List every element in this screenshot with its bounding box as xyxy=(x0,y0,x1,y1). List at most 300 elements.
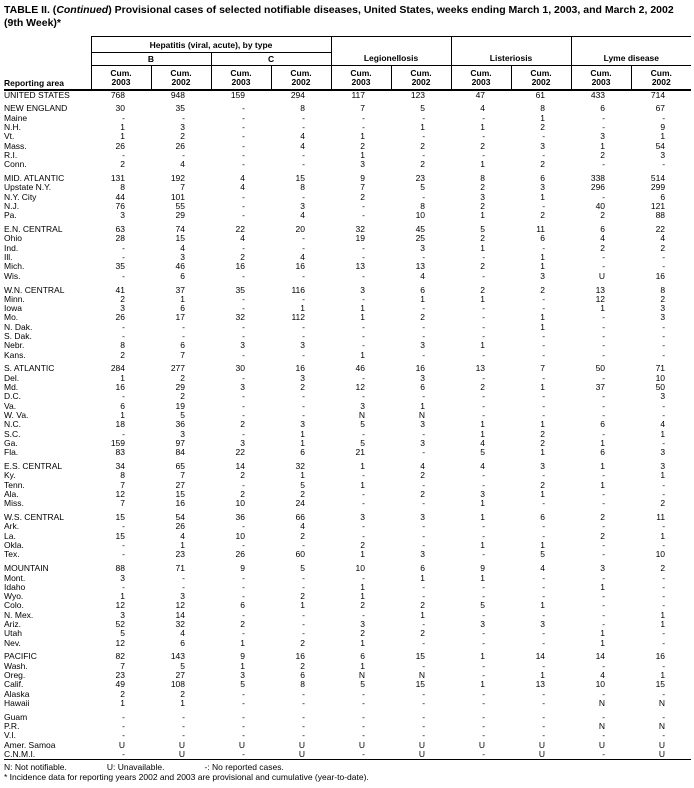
value-cell: 46 xyxy=(355,363,366,374)
table-row xyxy=(4,439,691,448)
value-cell: 1 xyxy=(180,540,185,551)
reporting-area-cell: Ala. xyxy=(4,488,19,499)
value-cell: 277 xyxy=(170,363,185,374)
reporting-area-cell: Hawaii xyxy=(4,697,30,708)
value-cell: 7 xyxy=(120,479,125,490)
table-row xyxy=(4,364,691,373)
value-cell: 2 xyxy=(480,382,486,393)
value-cell: 299 xyxy=(650,182,666,193)
value-cell: 36 xyxy=(235,512,245,523)
col-header-hepb-cum-2002: Cum. 2002 xyxy=(151,66,211,90)
value-cell: 1 xyxy=(540,488,546,499)
value-cell: 1 xyxy=(480,242,486,253)
col-header-listeriosis-cum-2003: Cum. 2003 xyxy=(451,66,511,90)
reporting-area-cell: Ariz. xyxy=(4,618,21,629)
value-cell: 8 xyxy=(480,173,486,184)
value-cell: - xyxy=(482,711,486,722)
col-header-lyme-cum-2002: Cum. 2002 xyxy=(631,66,691,90)
footnote-not-notifiable: N: Not notifiable. xyxy=(4,762,67,773)
value-cell: 26 xyxy=(235,549,245,560)
table-row xyxy=(4,272,691,281)
value-cell: 1 xyxy=(480,210,486,221)
value-cell: - xyxy=(362,521,366,532)
value-cell: 2 xyxy=(480,284,486,295)
value-cell: 15 xyxy=(175,233,185,244)
value-cell: 6 xyxy=(180,303,185,314)
value-cell: 26 xyxy=(175,521,185,532)
value-cell: 1 xyxy=(540,600,546,611)
value-cell: - xyxy=(422,697,426,708)
value-cell: - xyxy=(122,549,125,560)
value-cell: - xyxy=(422,711,426,722)
value-cell: - xyxy=(242,372,245,383)
value-cell: - xyxy=(422,637,426,648)
value-cell: 2 xyxy=(480,233,486,244)
value-cell: - xyxy=(542,628,546,639)
value-cell: - xyxy=(302,121,306,132)
value-cell: - xyxy=(542,149,546,160)
value-cell: 3 xyxy=(420,419,426,430)
value-cell: 4 xyxy=(180,159,185,170)
value-cell: 1 xyxy=(480,498,486,509)
value-cell: 948 xyxy=(170,89,185,100)
value-cell: 1 xyxy=(360,660,366,671)
reporting-area-cell: Mass. xyxy=(4,140,27,151)
value-cell: 11 xyxy=(536,224,546,235)
reporting-area-cell: Iowa xyxy=(4,303,22,314)
value-cell: - xyxy=(122,149,125,160)
value-cell: 3 xyxy=(180,252,185,263)
value-cell: 2 xyxy=(420,312,426,323)
table-title-line1 xyxy=(4,4,691,17)
value-cell: 15 xyxy=(295,173,306,184)
value-cell: U xyxy=(598,739,606,750)
value-cell: 3 xyxy=(540,270,546,281)
value-cell: - xyxy=(362,428,366,439)
value-cell: 5 xyxy=(480,224,486,235)
value-cell: 117 xyxy=(351,89,366,100)
reporting-area-cell: Okla. xyxy=(4,540,24,551)
value-cell: - xyxy=(662,331,666,341)
value-cell: 54 xyxy=(655,140,666,151)
value-cell: - xyxy=(482,131,486,142)
value-cell: - xyxy=(182,711,185,722)
value-cell: U xyxy=(658,739,666,750)
value-cell: 1 xyxy=(600,637,606,648)
value-cell: 50 xyxy=(655,382,666,393)
value-cell: 15 xyxy=(115,512,125,523)
value-cell: 12 xyxy=(115,637,125,648)
value-cell: 5 xyxy=(300,479,306,490)
reporting-area-cell: Ga. xyxy=(4,437,18,448)
value-cell: 46 xyxy=(175,261,185,272)
value-cell: 15 xyxy=(415,651,426,662)
table-row xyxy=(4,244,691,253)
table-row xyxy=(4,532,691,541)
value-cell: 2 xyxy=(240,470,245,481)
reporting-area-cell: La. xyxy=(4,530,16,541)
reporting-area-cell: N. Mex. xyxy=(4,609,34,620)
value-cell: - xyxy=(242,242,245,253)
value-cell: 1 xyxy=(540,382,546,393)
value-cell: - xyxy=(302,191,306,202)
value-cell: 1 xyxy=(600,479,606,490)
value-cell: - xyxy=(542,372,546,383)
value-cell: - xyxy=(362,372,366,383)
value-cell: 2 xyxy=(600,210,606,221)
value-cell: - xyxy=(602,711,606,722)
value-cell: 10 xyxy=(655,372,666,383)
value-cell: 26 xyxy=(115,312,125,323)
value-cell: 45 xyxy=(415,224,426,235)
table-row xyxy=(4,420,691,429)
value-cell: 1 xyxy=(480,540,486,551)
value-cell: - xyxy=(542,340,546,351)
value-cell: 1 xyxy=(120,121,125,132)
value-cell: 13 xyxy=(475,363,486,374)
value-cell: 2 xyxy=(540,428,546,439)
reporting-area-cell: Guam xyxy=(4,711,28,722)
reporting-area-cell: N.Y. City xyxy=(4,191,37,202)
value-cell: - xyxy=(362,252,366,263)
table-row xyxy=(4,225,691,234)
value-cell: N xyxy=(418,670,426,681)
value-cell: 1 xyxy=(480,293,486,304)
value-cell: 4 xyxy=(480,437,486,448)
value-cell: 29 xyxy=(175,382,185,393)
value-cell: 131 xyxy=(110,173,125,184)
value-cell: - xyxy=(242,609,245,620)
value-cell: - xyxy=(242,688,245,699)
value-cell: 2 xyxy=(600,530,606,541)
value-cell: - xyxy=(422,252,426,263)
value-cell: 5 xyxy=(180,660,185,671)
value-cell: - xyxy=(542,498,546,509)
value-cell: 47 xyxy=(475,89,486,100)
value-cell: - xyxy=(542,349,546,360)
value-cell: 3 xyxy=(600,563,606,574)
value-cell: - xyxy=(302,540,306,551)
value-cell: 2 xyxy=(420,159,426,170)
value-cell: 5 xyxy=(480,447,486,458)
value-cell: - xyxy=(302,618,306,629)
table-row xyxy=(4,313,691,322)
value-cell: 16 xyxy=(295,261,306,272)
value-cell: - xyxy=(542,521,546,532)
value-cell: 4 xyxy=(240,173,245,184)
value-cell: - xyxy=(302,721,306,732)
value-cell: 97 xyxy=(175,437,185,448)
value-cell: - xyxy=(242,303,245,314)
value-cell: 514 xyxy=(650,173,666,184)
value-cell: - xyxy=(242,428,245,439)
value-cell: 2 xyxy=(360,540,366,551)
value-cell: - xyxy=(362,293,366,304)
value-cell: - xyxy=(242,581,245,592)
value-cell: 84 xyxy=(175,447,185,458)
value-cell: 2 xyxy=(540,284,546,295)
value-cell: 1 xyxy=(120,409,125,420)
value-cell: - xyxy=(542,331,546,341)
value-cell: 338 xyxy=(590,173,606,184)
value-cell: 10 xyxy=(235,498,245,509)
value-cell: - xyxy=(242,149,245,160)
value-cell: - xyxy=(362,470,366,481)
table-row xyxy=(4,132,691,141)
value-cell: 2 xyxy=(300,591,306,602)
reporting-area-cell: Md. xyxy=(4,382,19,393)
value-cell: 1 xyxy=(540,312,546,323)
value-cell: 3 xyxy=(480,618,486,629)
value-cell: 26 xyxy=(115,140,125,151)
value-cell: 6 xyxy=(420,563,426,574)
table-row xyxy=(4,123,691,132)
value-cell: - xyxy=(302,572,306,583)
value-cell: - xyxy=(302,321,306,332)
value-cell: 4 xyxy=(240,182,245,193)
table-row xyxy=(4,151,691,160)
value-cell: - xyxy=(242,521,245,532)
value-cell: - xyxy=(602,540,606,551)
value-cell: U xyxy=(358,739,366,750)
value-cell: 8 xyxy=(300,103,306,114)
reporting-area-cell: Va. xyxy=(4,400,17,411)
value-cell: - xyxy=(422,191,426,202)
value-cell: 49 xyxy=(115,679,125,690)
value-cell: 19 xyxy=(355,233,366,244)
value-cell: - xyxy=(662,112,666,123)
value-cell: 1 xyxy=(600,303,606,314)
value-cell: - xyxy=(482,730,486,741)
col-header-hepc-cum-2002: Cum. 2002 xyxy=(271,66,331,90)
value-cell: - xyxy=(302,409,306,420)
value-cell: 1 xyxy=(420,572,426,583)
value-cell: - xyxy=(91,750,151,760)
value-cell: U xyxy=(391,750,451,760)
value-cell: - xyxy=(482,372,486,383)
value-cell: 8 xyxy=(300,182,306,193)
value-cell: - xyxy=(422,581,426,592)
value-cell: - xyxy=(422,530,426,541)
value-cell: 44 xyxy=(115,191,125,202)
table-row xyxy=(4,662,691,671)
table-row xyxy=(4,323,691,332)
table-row xyxy=(4,713,691,722)
reporting-area-cell: Idaho xyxy=(4,581,26,592)
value-cell: 26 xyxy=(175,140,185,151)
value-cell: - xyxy=(422,349,426,360)
value-cell: - xyxy=(542,530,546,541)
table-header xyxy=(4,37,691,90)
table-row xyxy=(4,541,691,550)
value-cell: 1 xyxy=(540,447,546,458)
value-cell: 8 xyxy=(120,340,125,351)
value-cell: 6 xyxy=(360,651,366,662)
value-cell: 1 xyxy=(360,312,366,323)
reporting-area-cell: S.C. xyxy=(4,428,21,439)
reporting-area-cell: Ind. xyxy=(4,242,19,253)
value-cell: - xyxy=(362,498,366,509)
value-cell: - xyxy=(482,312,486,323)
table-row xyxy=(4,639,691,648)
value-cell: 88 xyxy=(115,563,125,574)
reporting-area-cell: Upstate N.Y. xyxy=(4,182,52,193)
value-cell: - xyxy=(242,721,245,732)
value-cell: 36 xyxy=(175,419,185,430)
table-row xyxy=(4,699,691,708)
value-cell: 5 xyxy=(420,103,426,114)
value-cell: 123 xyxy=(410,89,426,100)
value-cell: 2 xyxy=(480,200,486,211)
value-cell: - xyxy=(482,609,486,620)
value-cell: 1 xyxy=(360,549,366,560)
value-cell: - xyxy=(662,600,666,611)
value-cell: 1 xyxy=(240,660,245,671)
value-cell: 22 xyxy=(235,447,245,458)
reporting-area-cell: Miss. xyxy=(4,498,24,509)
table-row xyxy=(4,351,691,360)
value-cell: 1 xyxy=(360,303,366,314)
value-cell: - xyxy=(542,688,546,699)
value-cell: - xyxy=(542,711,546,722)
value-cell: 16 xyxy=(235,261,245,272)
value-cell: 6 xyxy=(540,173,546,184)
value-cell: - xyxy=(602,159,606,170)
value-cell: 4 xyxy=(300,210,306,221)
value-cell: 7 xyxy=(120,660,125,671)
table-row xyxy=(4,286,691,295)
value-cell: 6 xyxy=(300,670,306,681)
title-prefix: TABLE II. ( xyxy=(4,4,57,16)
value-cell: 2 xyxy=(420,470,426,481)
value-cell: - xyxy=(422,479,426,490)
reporting-area-cell: W. Va. xyxy=(4,409,29,420)
value-cell: 3 xyxy=(180,121,185,132)
reporting-area-cell: Maine xyxy=(4,112,28,123)
reporting-area-cell: Wis. xyxy=(4,270,21,281)
value-cell: - xyxy=(182,730,185,741)
value-cell: - xyxy=(362,340,366,351)
value-cell: - xyxy=(242,711,245,722)
value-cell: 41 xyxy=(115,284,125,295)
value-cell: 1 xyxy=(420,121,426,132)
value-cell: 2 xyxy=(180,372,185,383)
value-cell: 1 xyxy=(600,437,606,448)
value-cell: - xyxy=(602,572,606,583)
value-cell: - xyxy=(242,121,245,132)
value-cell: - xyxy=(242,540,245,551)
value-cell: U xyxy=(418,739,426,750)
value-cell: 32 xyxy=(355,224,366,235)
value-cell: 32 xyxy=(235,312,245,323)
value-cell: 4 xyxy=(300,521,306,532)
value-cell: 4 xyxy=(480,103,486,114)
value-cell: 4 xyxy=(180,628,185,639)
value-cell: - xyxy=(211,750,271,760)
value-cell: 21 xyxy=(355,447,366,458)
value-cell: - xyxy=(602,488,606,499)
value-cell: 8 xyxy=(120,182,125,193)
value-cell: 6 xyxy=(600,447,606,458)
value-cell: - xyxy=(542,409,546,420)
value-cell: - xyxy=(302,242,306,253)
value-cell: - xyxy=(242,140,245,151)
value-cell: 11 xyxy=(656,512,666,523)
value-cell: - xyxy=(422,721,426,732)
value-cell: 15 xyxy=(415,679,426,690)
value-cell: 8 xyxy=(120,470,125,481)
table-row xyxy=(4,142,691,151)
value-cell: 2 xyxy=(540,479,546,490)
reporting-area-cell: Kans. xyxy=(4,349,26,360)
value-cell: 2 xyxy=(180,131,185,142)
value-cell: U xyxy=(238,739,245,750)
value-cell: 4 xyxy=(180,242,185,253)
value-cell: 13 xyxy=(355,261,366,272)
value-cell: 2 xyxy=(120,349,125,360)
value-cell: 143 xyxy=(170,651,185,662)
table-row xyxy=(4,90,691,100)
reporting-area-cell: S. ATLANTIC xyxy=(4,363,55,374)
value-cell: 2 xyxy=(120,159,125,170)
value-cell: - xyxy=(542,303,546,314)
value-cell: - xyxy=(122,112,125,123)
value-cell: 6 xyxy=(600,224,606,235)
value-cell: 1 xyxy=(360,461,366,472)
value-cell: - xyxy=(242,730,245,741)
value-cell: - xyxy=(302,581,306,592)
value-cell: 52 xyxy=(115,618,125,629)
value-cell: 1 xyxy=(120,591,125,602)
value-cell: 1 xyxy=(480,572,486,583)
value-cell: - xyxy=(482,349,486,360)
value-cell: - xyxy=(302,149,306,160)
value-cell: - xyxy=(422,447,426,458)
reporting-area-cell: W.N. CENTRAL xyxy=(4,284,65,295)
table-row xyxy=(4,741,691,750)
value-cell: - xyxy=(602,549,606,560)
value-cell: - xyxy=(242,321,245,332)
value-cell: 159 xyxy=(230,89,245,100)
value-cell: 1 xyxy=(360,591,366,602)
value-cell: - xyxy=(302,400,306,411)
table-row xyxy=(4,341,691,350)
value-cell: - xyxy=(302,331,306,341)
table-row xyxy=(4,262,691,271)
value-cell: - xyxy=(482,112,486,123)
value-cell: 12 xyxy=(595,293,606,304)
value-cell: 15 xyxy=(175,488,185,499)
value-cell: 1 xyxy=(300,437,306,448)
table-row xyxy=(4,193,691,202)
table-row xyxy=(4,253,691,262)
value-cell: - xyxy=(122,270,125,281)
value-cell: 1 xyxy=(120,697,125,708)
value-cell: 30 xyxy=(115,103,125,114)
value-cell: 1 xyxy=(540,261,546,272)
value-cell: 4 xyxy=(540,563,546,574)
value-cell: - xyxy=(602,730,606,741)
value-cell: 2 xyxy=(660,293,666,304)
value-cell: - xyxy=(662,437,666,448)
value-cell: 5 xyxy=(180,409,185,420)
value-cell: - xyxy=(302,391,306,402)
value-cell: - xyxy=(302,730,306,741)
value-cell: 35 xyxy=(235,284,245,295)
value-cell: U xyxy=(538,739,546,750)
value-cell: 2 xyxy=(420,488,426,499)
value-cell: 1 xyxy=(540,670,546,681)
